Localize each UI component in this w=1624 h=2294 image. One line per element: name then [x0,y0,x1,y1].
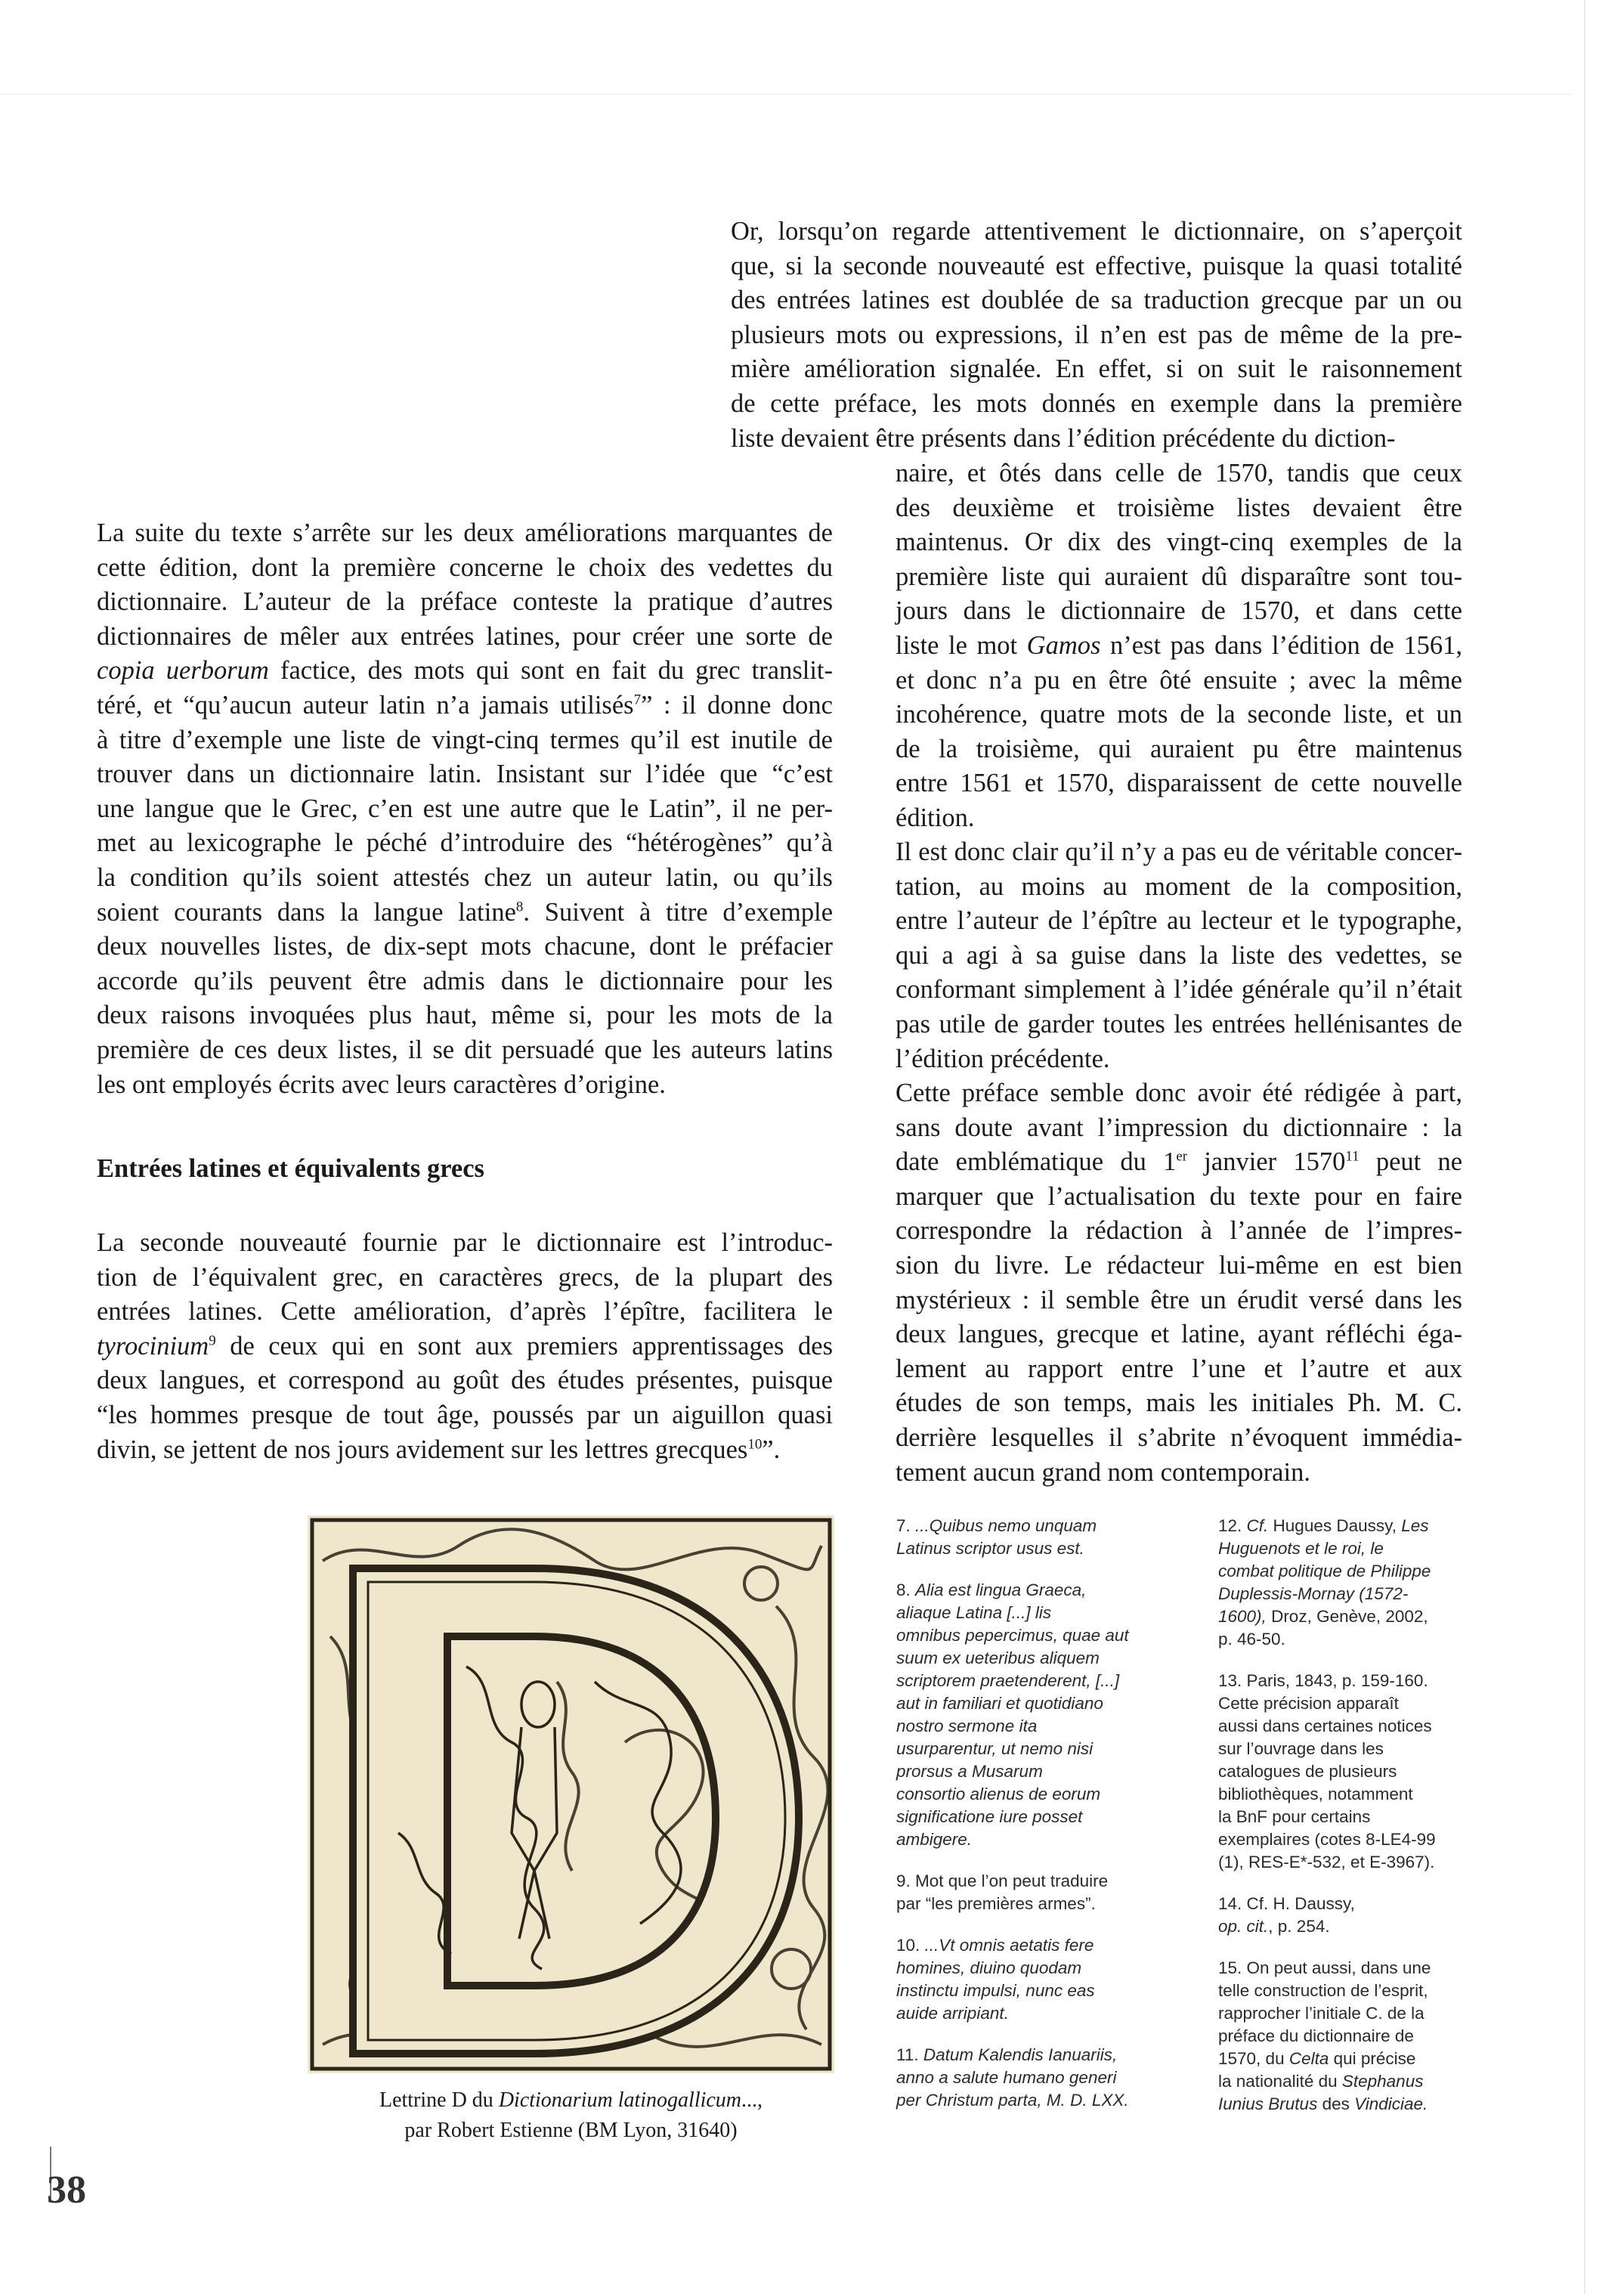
footnote [1218,1957,1536,2116]
text-line: met au lexicographe le péché d’introduire des “hétérogènes” qu’à [97,828,833,858]
footnote-line: Paris, 1843, p. 159-160. [1246,1671,1428,1690]
footnote-line: exemplaires (cotes 8-LE4-99 [1218,1830,1436,1849]
text-line: divin, se jettent de nos jours avidement sur les lettres grecques$^{10}$”. [97,1435,781,1464]
footnote-number: 7. [896,1516,916,1535]
footnote-line [896,1739,1093,1758]
text-line: deux nouvelles listes, de dix-sept mots chacune, dont le préfacier [97,932,833,961]
italic-text: copia uerborum [97,656,269,686]
text-line: liste le mot Gamos n’est pas dans l’édition de 1561, [896,630,1462,660]
text-line: dictionnaires de mêler aux entrées latines, pour créer une sorte de [97,621,833,651]
footnote-line [896,2004,1009,2023]
italic-text: omnibus pepercimus, quae aut [896,1626,1129,1645]
footnote-line: aussi dans certaines notices [1218,1717,1432,1735]
text-line: sans doute avant l’impression du dictionnaire : la [896,1113,1462,1142]
footnote-line [1218,1584,1408,1603]
text-line: que, si la seconde nouveauté est effective, puisque la quasi totalité [731,251,1462,280]
left-column-paragraph-2 [97,1226,833,1467]
right-top-paragraph [731,215,1462,456]
text-line: incohérence, quatre mots de la seconde liste, et un [896,700,1462,729]
text-line: correspondre la rédaction à l’année de l’impres- [896,1216,1462,1246]
footnote-line [896,1671,1119,1690]
italic-text: suum ex ueteribus aliquem [896,1649,1100,1667]
italic-text: auide arripiant. [896,2004,1009,2023]
footnote [896,1515,1183,1560]
text-line: accorde qu’ils peuvent être admis dans le dictionnaire pour les [97,966,833,995]
page-edge-line [1584,0,1585,2294]
footnote-line [896,1694,1103,1713]
caption-pre: Lettrine D du [379,2088,499,2112]
italic-text: usurparentur, ut nemo nisi [896,1739,1093,1758]
footnote-line [915,1580,1086,1599]
italic-text: Les [1401,1516,1429,1535]
footnote-number: 15. [1218,1958,1247,1977]
italic-text: Latinus scriptor usus est. [896,1539,1084,1558]
footnotes-middle [896,1515,1183,2131]
text-line: entre 1561 et 1570, disparaissent de cette nouvelle [896,769,1462,798]
italic-text: Duplessis-Mornay (1572- [1218,1584,1409,1603]
footnote-ref: 11 [1345,1148,1360,1165]
footnote-line [896,1807,1082,1826]
text-line: trouver dans un dictionnaire latin. Insistant sur l’idée que “c’est [97,760,833,789]
footnote-number: 11. [896,2045,923,2064]
text-line: édition. [896,803,975,832]
italic-text: scriptorem praetenderent, [...] [896,1671,1120,1690]
text-line: dictionnaire. L’auteur de la préface conteste la pratique d’autres [97,587,833,617]
italic-text: per Christum parta, M. D. LXX. [896,2091,1129,2110]
italic-text: Celta [1288,2049,1329,2068]
footnote-line [896,2068,1116,2087]
italic-text: Iunius Brutus [1218,2094,1318,2113]
footnote-line [896,1539,1084,1558]
italic-text: prorsus a Musarum [896,1762,1043,1781]
italic-text: tyrocinium [97,1331,209,1361]
footnote-line [896,2091,1129,2110]
text-line: première de ces deux listes, il se dit persuadé que les auteurs latins [97,1035,833,1064]
text-line: tion de l’équivalent grec, en caractères grecs, de la plupart des [97,1262,833,1292]
text-line: marquer que l’actualisation du texte pour en faire [896,1181,1462,1211]
footnote-number: 12. [1218,1516,1247,1535]
text-line: l’édition précédente. [896,1044,1110,1073]
footnote-ref: er [1176,1148,1188,1165]
footnote [1218,1670,1536,1874]
footnote-line: la BnF pour certains [1218,1807,1371,1826]
footnote [896,1934,1183,2025]
footnote-number: 10. [896,1936,925,1955]
footnote-line: 1570, du Celta qui précise [1218,2049,1416,2068]
page-number: 38 [47,2169,86,2212]
left-column-paragraph-1 [97,516,833,1102]
italic-text: aut in familiari et quotidiano [896,1694,1103,1713]
italic-text: ...Quibus nemo unquam [915,1516,1097,1535]
text-line: des deuxième et troisième listes devaient être [896,493,1462,522]
italic-text: Vindiciae. [1354,2094,1428,2113]
text-line: tation, au moins au moment de la composition, [896,871,1462,901]
text-line: deux langues, et correspond au goût des études présentes, puisque [97,1366,833,1395]
text-line: de la troisième, qui auraient pu être maintenus [896,734,1462,763]
italic-text: Datum Kalendis Ianuariis, [923,2045,1118,2064]
footnote-line: 1600), Droz, Genève, 2002, [1218,1607,1428,1626]
footnote-line [925,1936,1094,1955]
text-line: qui a agi à sa guise dans la liste des vedettes, se [896,940,1462,970]
footnote-line: Iunius Brutus des Vindiciae. [1218,2094,1428,2113]
text-line: une langue que le Grec, c’en est une autre que le Latin”, il ne per- [97,794,833,823]
italic-text: significatione iure posset [896,1807,1083,1826]
italic-text: 1600), [1218,1607,1267,1626]
footnote-line: Cette précision apparaît [1218,1694,1399,1713]
text-line: deux raisons invoquées plus haut, même si, pour les mots de la [97,1001,833,1030]
footnote-line [896,1762,1043,1781]
italic-text: instinctu impulsi, nunc eas [896,1981,1095,2000]
text-line: liste devaient être présents dans l’édition précédente du diction- [731,423,1396,453]
italic-text: combat politique de Philippe [1218,1562,1431,1580]
right-column-paragraph-1 [896,457,1462,836]
footnote-line: préface du dictionnaire de [1218,2026,1414,2045]
footnote-line [896,1603,1051,1622]
caption-line-1 [379,2088,763,2112]
italic-text: homines, diuino quodam [896,1958,1082,1977]
figure-caption [308,2085,834,2146]
text-line: conformant simplement à l’idée générale qu’il n’était [896,975,1462,1005]
footnote-number: 13. [1218,1671,1247,1690]
footnote [896,1579,1183,1851]
italic-text: op. cit. [1218,1917,1269,1936]
italic-text: Alia est lingua Graeca, [915,1580,1087,1599]
footnote [896,2044,1183,2112]
footnote-line: Mot que l’on peut traduire [915,1871,1109,1890]
footnote-line [896,1958,1081,1977]
text-line: entrées latines. Cette amélioration, d’après l’épître, facilitera le [97,1297,833,1327]
section-heading: Entrées latines et équivalents grecs [97,1154,484,1183]
footnote-line: sur l’ouvrage dans les [1218,1739,1384,1758]
lettrine-d-image [308,1515,834,2073]
right-column-paragraph-3 [896,1076,1462,1490]
text-line: les ont employés écrits avec leurs caractères d’origine. [97,1070,666,1099]
footnotes-right [1218,1515,1536,2135]
footnote-line: Cf. H. Daussy, [1246,1894,1355,1913]
text-line: première liste qui auraient dû disparaître sont tou- [896,562,1462,591]
text-line: “les hommes presque de tout âge, poussés par un aiguillon quasi [97,1400,833,1429]
text-line: naire, et ôtés dans celle de 1570, tandis que ceux [896,459,1462,488]
footnote [896,1870,1183,1915]
italic-text: Cf. [1246,1516,1269,1535]
footnote-line [896,1717,1037,1735]
text-line: entre l’auteur de l’épître au lecteur et le typographe, [896,906,1462,936]
italic-text: aliaque Latina [...] lis [896,1603,1052,1622]
footnote-line: rapprocher l’initiale C. de la [1218,2004,1424,2023]
caption-title: Dictionarium latinogallicum [498,2088,742,2112]
footnote-line: bibliothèques, notamment [1218,1785,1413,1803]
footnote [1218,1893,1536,1938]
footnote-line: On peut aussi, dans une [1246,1958,1431,1977]
italic-text: ...Vt omnis aetatis fere [924,1936,1094,1955]
text-line: mière amélioration signalée. En effet, si on suit le raisonnement [731,354,1462,384]
footnote-line [896,1626,1129,1645]
text-line: sion du livre. Le rédacteur lui-même en est bien [896,1250,1462,1280]
footnote-ref: 8 [515,899,524,915]
text-line: des entrées latines est doublée de sa traduction grecque par un ou [731,286,1462,315]
italic-text: Huguenots et le roi, le [1218,1539,1384,1558]
text-line: La seconde nouveauté fournie par le dictionnaire est l’introduc- [97,1228,833,1257]
footnote-line [896,1830,972,1849]
text-line: de cette préface, les mots donnés en exemple dans la première [731,389,1462,418]
italic-text: Stephanus [1341,2072,1424,2091]
text-line: deux langues, grecque et latine, ayant réfléchi éga- [896,1320,1462,1349]
italic-text: anno a salute humano generi [896,2068,1117,2087]
text-line: études de son temps, mais les initiales Ph. M. C. [896,1388,1462,1418]
footnote-number: 8. [896,1580,916,1599]
right-column-paragraph-2 [896,835,1462,1076]
italic-text: ambigere. [896,1830,973,1849]
text-line: lement au rapport entre l’une et l’autre et aux [896,1354,1462,1383]
footnote-ref: 7 [633,692,642,708]
footnote-line: Cf. Hugues Daussy, Les [1246,1516,1429,1535]
footnote [1218,1515,1536,1651]
footnote-line [896,1785,1100,1803]
text-line: mystérieux : il semble être un érudit versé dans les [896,1285,1462,1314]
text-line: téré, et “qu’aucun auteur latin n’a jamais utilisés$^7$” : il donne donc [97,690,833,720]
text-line: tyrocinium$^9$ de ceux qui en sont aux premiers apprentissages des [97,1331,833,1361]
footnote-line: catalogues de plusieurs [1218,1762,1397,1781]
footnote-line [896,1981,1095,2000]
text-line: La suite du texte s’arrête sur les deux améliorations marquantes de [97,519,833,547]
caption-post: ..., [741,2088,763,2112]
footnote-line: p. 46-50. [1218,1630,1285,1649]
footnote-line: par “les premières armes”. [896,1894,1096,1913]
text-line: Cette préface semble donc avoir été rédigée à part, [896,1079,1462,1107]
footnote-number: 9. [896,1871,916,1890]
footnote-line [915,1516,1097,1535]
footnote-ref: 9 [209,1333,216,1349]
italic-text: consortio alienus de eorum [896,1785,1101,1803]
text-line: copia uerborum factice, des mots qui sont en fait du grec translit- [97,656,833,686]
footnote-line: telle construction de l’esprit, [1218,1981,1428,2000]
text-line: Or, lorsqu’on regarde attentivement le dictionnaire, on s’aperçoit [731,217,1462,246]
caption-line-2: par Robert Estienne (BM Lyon, 31640) [404,2119,738,2142]
italic-text: Gamos [1026,630,1101,660]
footnote-ref: 10 [747,1436,763,1453]
footnote-line [923,2045,1117,2064]
text-line: et donc n’a pu en être ôté ensuite ; avec la même [896,665,1462,695]
text-line: soient courants dans la langue latine$^8$. Suivent à titre d’exemple [97,897,834,927]
text-line: jours dans le dictionnaire de 1570, et dans cette [896,596,1462,626]
text-line: plusieurs mots ou expressions, il n’en est pas de même de la pre- [731,320,1462,349]
footnote-number: 14. [1218,1894,1247,1913]
footnote-line: (1), RES-E*-532, et E-3967). [1218,1853,1435,1871]
text-line: tement aucun grand nom contemporain. [896,1457,1310,1487]
footnote-line: op. cit., p. 254. [1218,1917,1330,1936]
text-line: à titre d’exemple une liste de vingt-cinq termes qu’il est inutile de [97,725,833,754]
text-line: cette édition, dont la première concerne le choix des vedettes du [97,553,833,582]
footnote-line [1218,1539,1384,1558]
text-line: derrière lesquelles il s’abrite n’évoquent immédia- [896,1423,1462,1452]
footnote-line: la nationalité du Stephanus [1218,2072,1424,2091]
italic-text: nostro sermone ita [896,1717,1038,1735]
footnote-line [896,1649,1100,1667]
text-line: pas utile de garder toutes les entrées hellénisantes de [896,1009,1462,1039]
text-line: Il est donc clair qu’il n’y a pas eu de véritable concer- [896,837,1462,866]
text-line: date emblématique du 1er janvier 1570$^{11}$ peut ne [896,1147,1463,1177]
text-line: la condition qu’ils soient attestés chez un auteur latin, ou qu’ils [97,862,833,892]
text-line: maintenus. Or dix des vingt-cinq exemples de la [896,528,1462,557]
footnote-line [1218,1562,1431,1580]
